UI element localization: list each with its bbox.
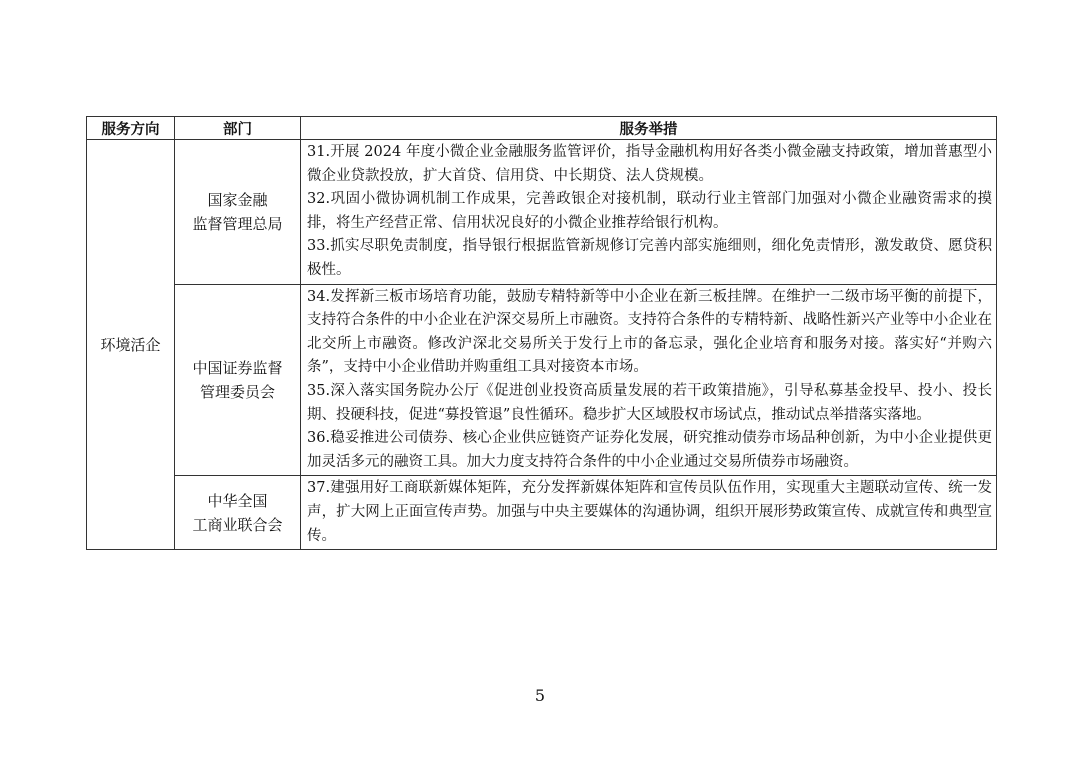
department-name-line: 中华全国 xyxy=(207,491,268,510)
table-row xyxy=(87,476,997,550)
measure-item: 37.建强用好工商联新媒体矩阵，充分发挥新媒体矩阵和宣传员队伍作用，实现重大主题联动宣传、统一发声，扩大网上正面宣传声势。加强与中央主要媒体的沟通协调，组织开展形势政策宣传、成就宣传和典型宣传。 xyxy=(307,480,992,544)
measure-item: 34.发挥新三板市场培育功能，鼓励专精特新等中小企业在新三板挂牌。在维护一二级市场平衡的前提下，支持符合条件的中小企业在沪深交易所上市融资。支持符合条件的专精特新、战略性新兴产业等中小企业在北交所上市融资。修改沪深北交易所关于发行上市的备忘录，强化企业培育和服务对接。落实好“并购六条”，支持中小企业借助并购重组工具对接资本市场。 xyxy=(307,288,992,376)
department-name-line: 工商业联合会 xyxy=(192,515,283,534)
table-header-row xyxy=(87,117,997,140)
department-name-line: 监督管理总局 xyxy=(192,214,283,233)
department-name-line: 中国证券监督 xyxy=(192,358,283,377)
measure-item: 32.巩固小微协调机制工作成果，完善政银企对接机制，联动行业主管部门加强对小微企业融资需求的摸排，将生产经营正常、信用状况良好的小微企业推荐给银行机构。 xyxy=(307,191,992,231)
measure-item: 31.开展 2024 年度小微企业金融服务监管评价，指导金融机构用好各类小微金融支持政策，增加普惠型小微企业贷款投放，扩大首贷、信用贷、中长期贷、法人贷规模。 xyxy=(307,144,992,184)
department-cell xyxy=(175,284,301,476)
measures-cell xyxy=(301,284,997,476)
department-name-line: 国家金融 xyxy=(207,190,268,209)
measure-item: 35.深入落实国务院办公厅《促进创业投资高质量发展的若干政策措施》，引导私募基金投早、投小、投长期、投硬科技，促进“募投管退”良性循环。稳步扩大区域股权市场试点，推动试点举措落实落地。 xyxy=(307,382,992,423)
header-direction: 服务方向 xyxy=(87,117,175,140)
table-row xyxy=(87,284,997,476)
measure-item: 33.抓实尽职免责制度，指导银行根据监管新规修订完善内部实施细则，细化免责情形，激发敢贷、愿贷积极性。 xyxy=(307,238,992,278)
department-name-line: 管理委员会 xyxy=(199,382,275,401)
department-cell xyxy=(175,140,301,285)
header-measures: 服务举措 xyxy=(301,117,997,140)
measures-cell xyxy=(301,140,997,285)
measures-cell xyxy=(301,476,997,550)
department-cell xyxy=(175,476,301,550)
page-number: 5 xyxy=(534,686,546,705)
table-row xyxy=(87,140,997,285)
service-measures-table xyxy=(86,116,997,550)
measure-item: 36.稳妥推进公司债券、核心企业供应链资产证券化发展，研究推动债券市场品种创新，为中小企业提供更加灵活多元的融资工具。加大力度支持符合条件的中小企业通过交易所债券市场融资。 xyxy=(307,430,992,470)
service-direction-cell: 环境活企 xyxy=(87,140,175,550)
header-department: 部门 xyxy=(175,117,301,140)
